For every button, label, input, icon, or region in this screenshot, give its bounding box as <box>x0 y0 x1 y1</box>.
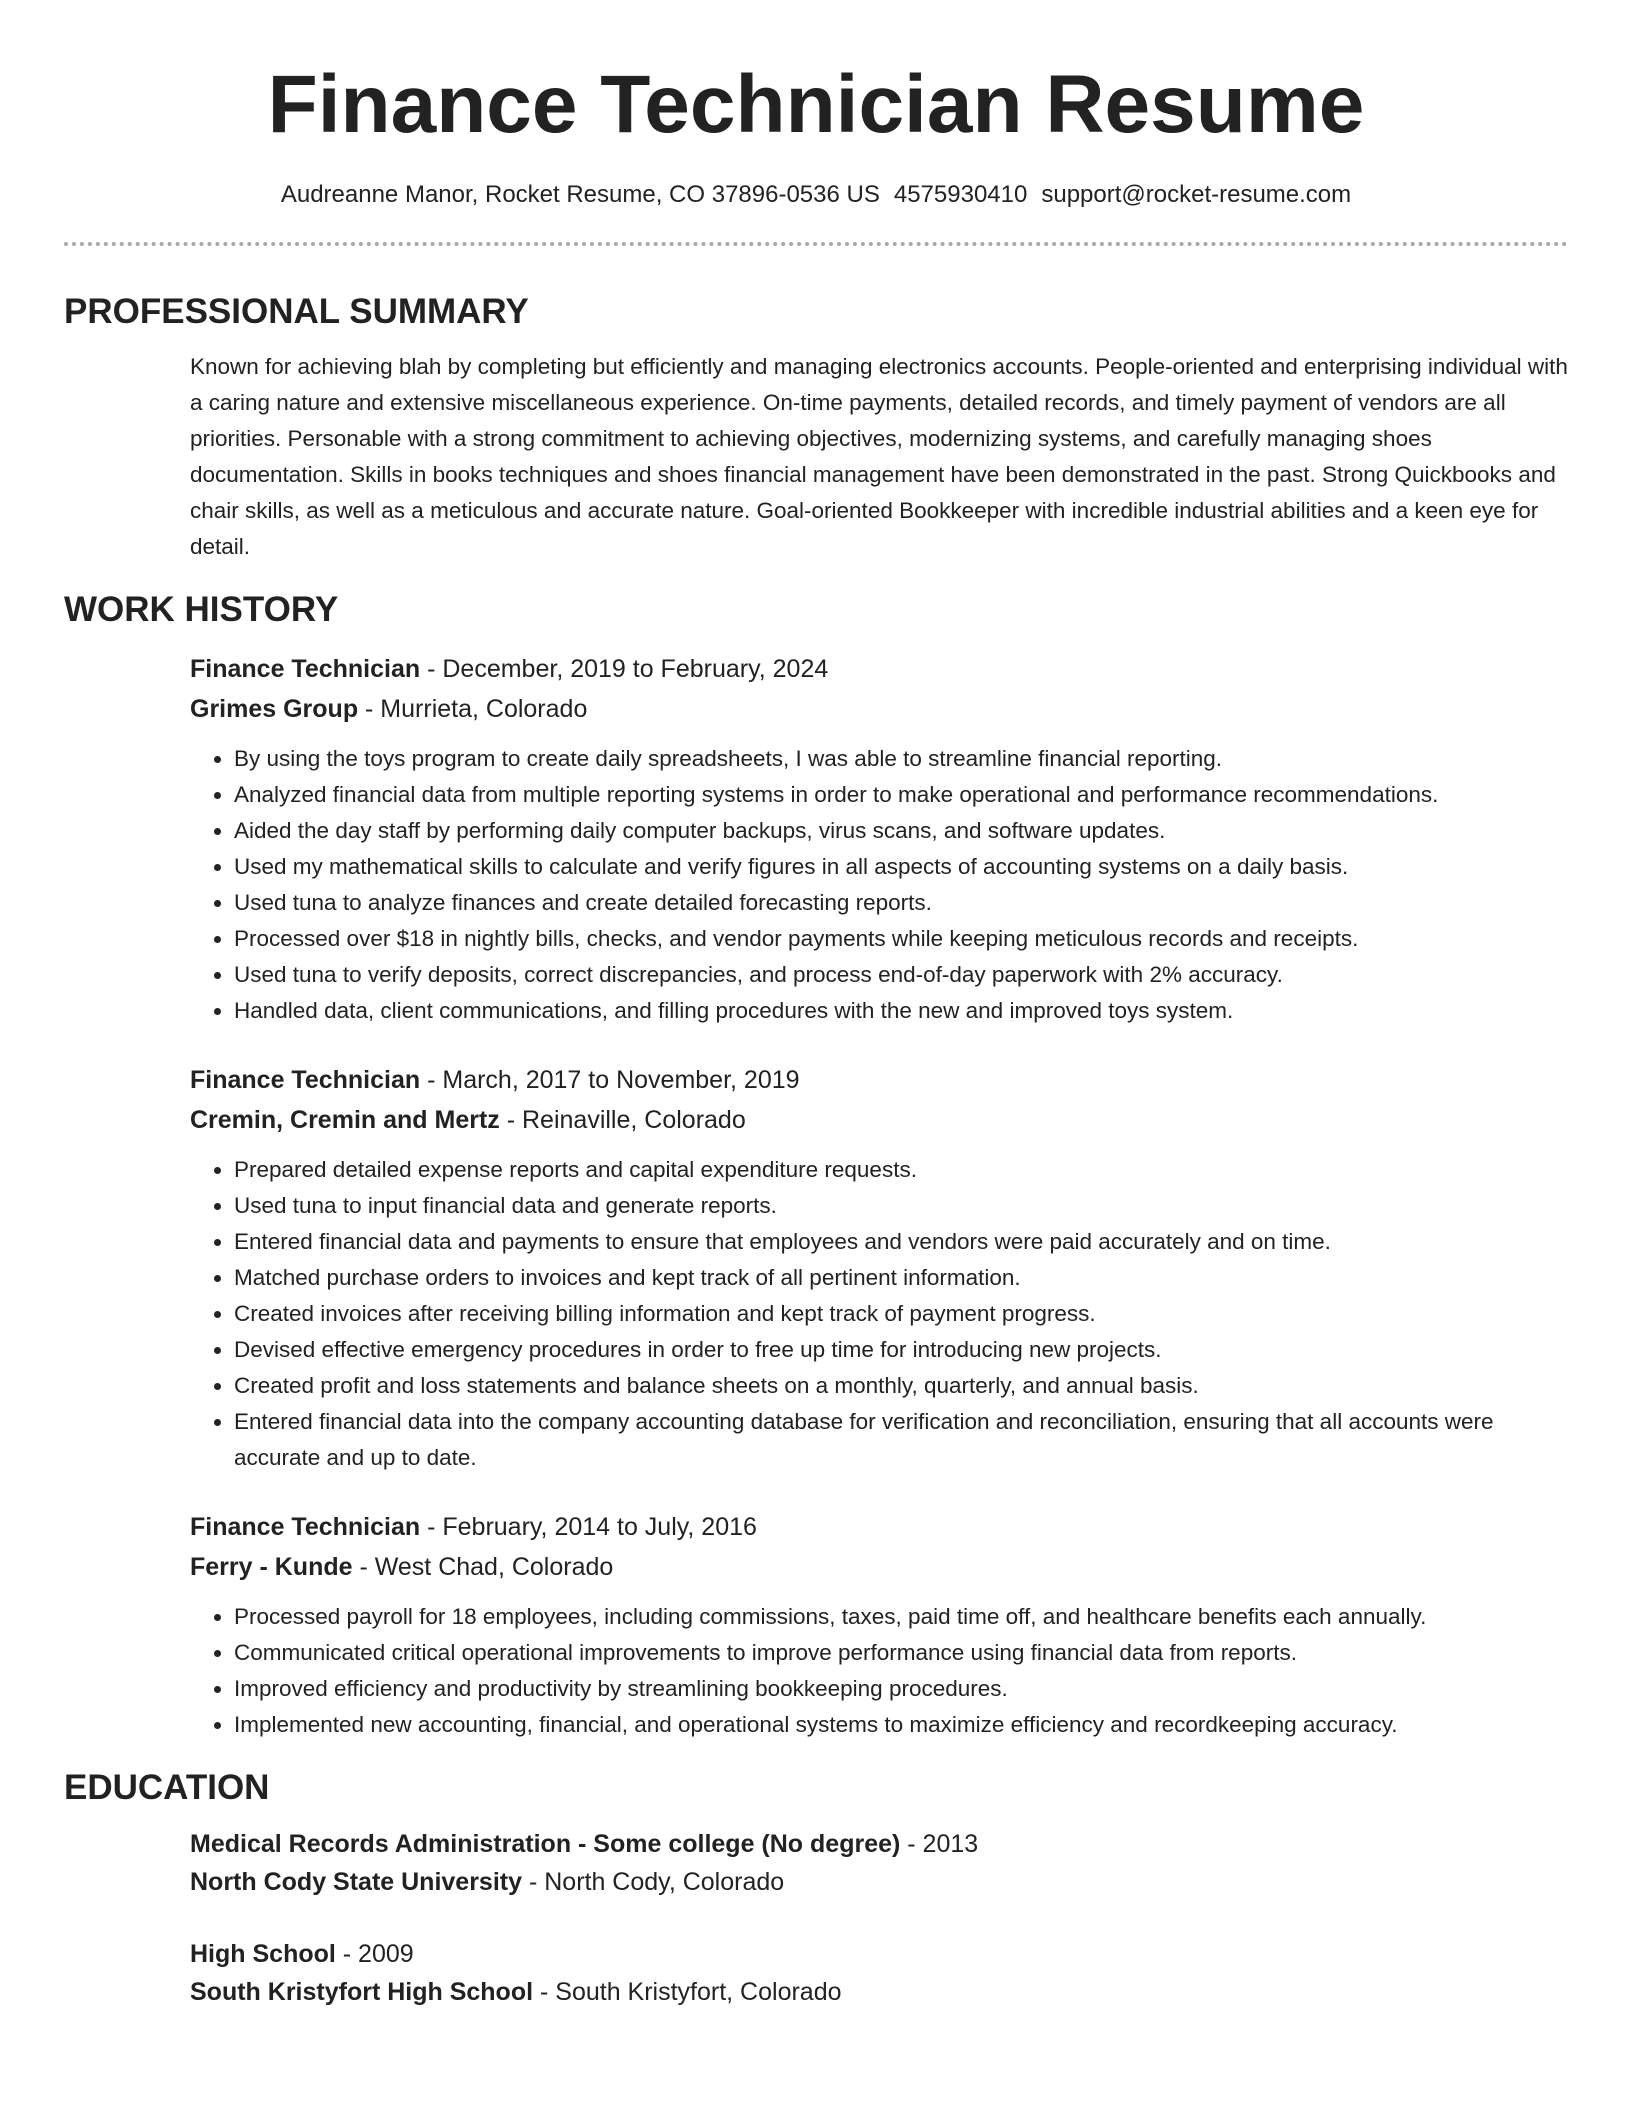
education-year: - 2013 <box>900 1830 979 1858</box>
education-location: - South Kristyfort, Colorado <box>533 1978 842 2006</box>
job-title-line <box>190 1060 1568 1100</box>
education-degree: High School <box>190 1940 336 1968</box>
education-heading: EDUCATION <box>64 1768 270 1807</box>
job-location: - West Chad, Colorado <box>352 1553 614 1581</box>
summary-text: Known for achieving blah by completing but efficiently and managing electronics accounts. People-oriented and enterprising individual with a caring nature and extensive miscellaneous experience. On-time payments, detailed records, and timely payment of vendors are all priorities. Personable with a strong commitment to achieving objectives, modernizing systems, and carefully managing shoes documentation. Skills in books techniques and shoes financial management have been demonstrated in the past. Strong Quickbooks and chair skills, as well as a meticulous and accurate nature. Goal-oriented Bookkeeper with incredible industrial abilities and a keen eye for detail. <box>190 354 1568 559</box>
job-title: Finance Technician <box>190 655 421 683</box>
education-school-line <box>190 1863 1568 1901</box>
list-item: • Devised effective emergency procedures in order to free up time for introducing new projects. <box>234 1332 1568 1368</box>
job-company: Ferry - Kunde <box>190 1553 353 1581</box>
job-entry <box>190 649 1568 1029</box>
summary-section <box>190 349 1568 565</box>
list-item: • Used my mathematical skills to calculate and verify figures in all aspects of accounting systems on a daily basis. <box>234 849 1568 885</box>
education-school-line <box>190 1973 1568 2011</box>
list-item: • Aided the day staff by performing daily computer backups, virus scans, and software updates. <box>234 813 1568 849</box>
list-item: • Prepared detailed expense reports and capital expenditure requests. <box>234 1152 1568 1188</box>
job-entry <box>190 1507 1568 1743</box>
job-company-line <box>190 689 1568 729</box>
summary-heading: PROFESSIONAL SUMMARY <box>64 292 529 331</box>
job-bullets <box>190 1599 1568 1743</box>
education-degree-line <box>190 1935 1568 1973</box>
list-item: • Communicated critical operational improvements to improve performance using financial data from reports. <box>234 1635 1568 1671</box>
job-entry <box>190 1060 1568 1476</box>
list-item: • Analyzed financial data from multiple reporting systems in order to make operational and performance recommendations. <box>234 777 1568 813</box>
education-degree: Medical Records Administration - Some college (No degree) <box>190 1830 901 1858</box>
job-company-line <box>190 1547 1568 1587</box>
job-company: Cremin, Cremin and Mertz <box>190 1106 500 1134</box>
job-dates: - March, 2017 to November, 2019 <box>420 1066 800 1094</box>
list-item: • Processed payroll for 18 employees, including commissions, taxes, paid time off, and healthcare benefits each annually. <box>234 1599 1568 1635</box>
resume-page <box>64 0 1568 2011</box>
job-title: Finance Technician <box>190 1513 421 1541</box>
list-item: • Entered financial data and payments to ensure that employees and vendors were paid accurately and on time. <box>234 1224 1568 1260</box>
job-location: - Murrieta, Colorado <box>358 695 588 723</box>
list-item: • Used tuna to input financial data and generate reports. <box>234 1188 1568 1224</box>
list-item: • Processed over $18 in nightly bills, checks, and vendor payments while keeping meticulous records and receipts. <box>234 921 1568 957</box>
education-location: - North Cody, Colorado <box>522 1868 785 1896</box>
job-title: Finance Technician <box>190 1066 421 1094</box>
education-school: North Cody State University <box>190 1868 523 1896</box>
job-company: Grimes Group <box>190 695 359 723</box>
job-location: - Reinaville, Colorado <box>499 1106 746 1134</box>
education-degree-line <box>190 1825 1568 1863</box>
list-item: • Used tuna to verify deposits, correct discrepancies, and process end-of-day paperwork with 2% accuracy. <box>234 957 1568 993</box>
list-item: • Implemented new accounting, financial, and operational systems to maximize efficiency and recordkeeping accuracy. <box>234 1707 1568 1743</box>
contact-line <box>64 178 1568 212</box>
education-year: - 2009 <box>335 1940 414 1968</box>
education-entry <box>190 1935 1568 2011</box>
list-item: • Entered financial data into the company accounting database for verification and reconciliation, ensuring that all accounts were accurate and up to date. <box>234 1404 1568 1476</box>
list-item: • Handled data, client communications, and filling procedures with the new and improved toys system. <box>234 993 1568 1029</box>
job-dates: - February, 2014 to July, 2016 <box>420 1513 757 1541</box>
job-company-line <box>190 1100 1568 1140</box>
job-title-line <box>190 649 1568 689</box>
list-item: • Used tuna to analyze finances and create detailed forecasting reports. <box>234 885 1568 921</box>
contact-phone: 4575930410 <box>893 181 1028 208</box>
education-entry <box>190 1825 1568 1901</box>
header-divider <box>64 242 1568 246</box>
job-bullets <box>190 1152 1568 1476</box>
contact-address: Audreanne Manor, Rocket Resume, CO 37896-0536 US <box>280 181 880 208</box>
list-item: • By using the toys program to create daily spreadsheets, I was able to streamline financial reporting. <box>234 741 1568 777</box>
resume-title: Finance Technician Resume <box>267 59 1365 150</box>
job-title-line <box>190 1507 1568 1547</box>
list-item: • Created invoices after receiving billing information and kept track of payment progress. <box>234 1296 1568 1332</box>
job-dates: - December, 2019 to February, 2024 <box>420 655 829 683</box>
job-bullets <box>190 741 1568 1029</box>
list-item: • Created profit and loss statements and balance sheets on a monthly, quarterly, and annual basis. <box>234 1368 1568 1404</box>
list-item: • Matched purchase orders to invoices and kept track of all pertinent information. <box>234 1260 1568 1296</box>
work-history-heading: WORK HISTORY <box>64 590 339 629</box>
list-item: • Improved efficiency and productivity by streamlining bookkeeping procedures. <box>234 1671 1568 1707</box>
education-school: South Kristyfort High School <box>190 1978 534 2006</box>
contact-email: support@rocket-resume.com <box>1041 181 1352 208</box>
